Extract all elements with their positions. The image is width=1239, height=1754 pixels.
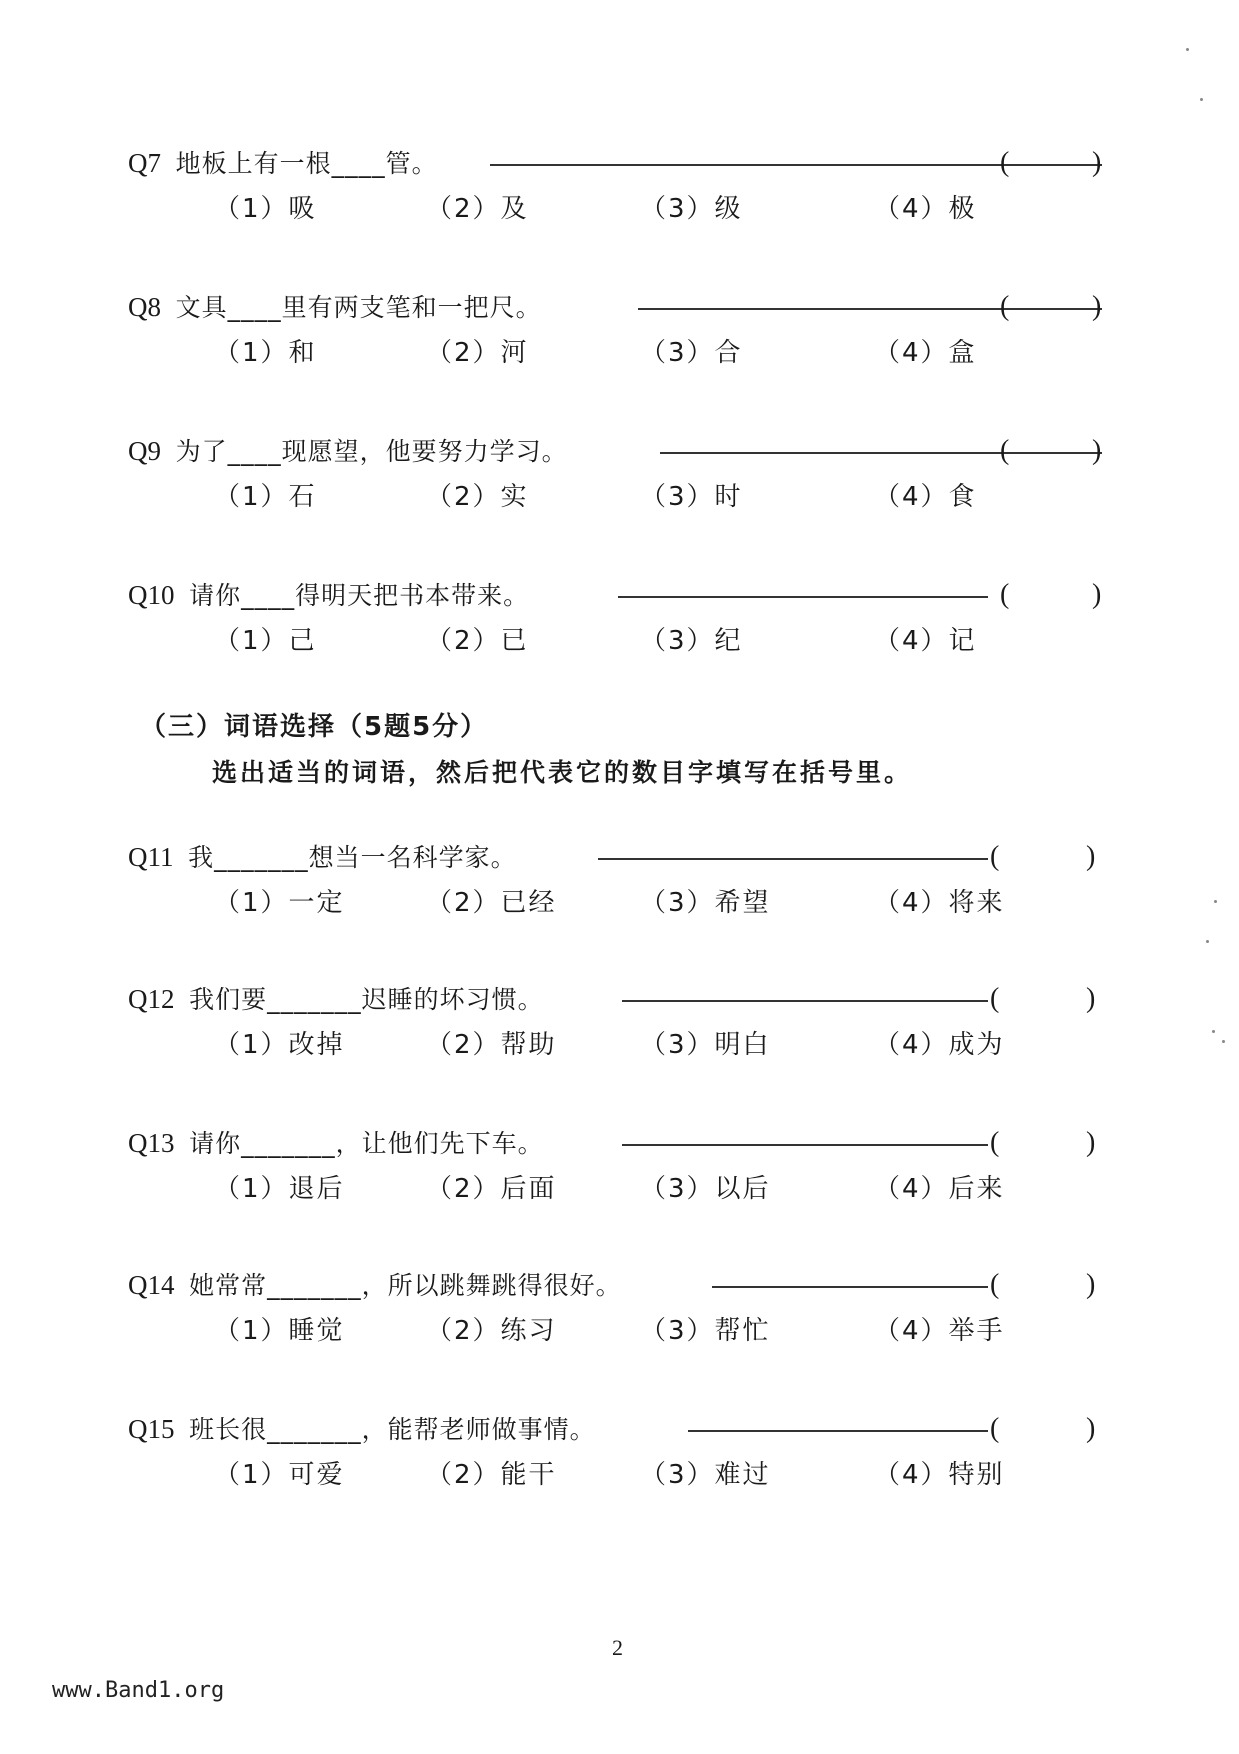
- option-2: （2）实: [426, 482, 529, 512]
- leader-line: [618, 596, 988, 598]
- leader-line: [688, 1430, 988, 1432]
- option-1: （1）己: [214, 626, 317, 656]
- option-2: （2）河: [426, 338, 529, 368]
- answer-options: [214, 1452, 1108, 1498]
- option-2: （2）帮助: [426, 1030, 557, 1060]
- leader-line: [638, 308, 1102, 310]
- scan-speck: [1186, 48, 1189, 51]
- question-q13: [128, 1120, 1108, 1212]
- leader-line: [490, 164, 1102, 166]
- answer-options: [214, 618, 1108, 664]
- question-q14: [128, 1262, 1108, 1354]
- answer-bracket-close: ): [1092, 291, 1102, 322]
- leader-line: [598, 858, 988, 860]
- option-4: （4）后来: [874, 1174, 1005, 1204]
- option-1: （1）改掉: [214, 1030, 345, 1060]
- answer-options: [214, 880, 1108, 926]
- option-4: （4）举手: [874, 1316, 1005, 1346]
- answer-bracket-close: ): [1092, 147, 1102, 178]
- answer-options: [214, 1166, 1108, 1212]
- option-3: （3）明白: [640, 1030, 771, 1060]
- scan-speck: [1200, 98, 1203, 101]
- answer-bracket-open: (: [990, 841, 1000, 872]
- option-4: （4）记: [874, 626, 977, 656]
- option-3: （3）以后: [640, 1174, 771, 1204]
- question-text: 我们要_______迟睡的坏习惯。: [189, 985, 544, 1014]
- option-2: （2）能干: [426, 1460, 557, 1490]
- question-stem: [128, 572, 1108, 618]
- question-text: 她常常_______，所以跳舞跳得很好。: [189, 1271, 622, 1300]
- option-1: （1）可爱: [214, 1460, 345, 1490]
- question-text: 我_______想当一名科学家。: [188, 843, 517, 872]
- option-1: （1）石: [214, 482, 317, 512]
- option-3: （3）时: [640, 482, 743, 512]
- answer-bracket-open: (: [990, 983, 1000, 1014]
- option-1: （1）一定: [214, 888, 345, 918]
- option-2: （2）练习: [426, 1316, 557, 1346]
- question-number: Q14: [128, 1270, 175, 1300]
- option-1: （1）退后: [214, 1174, 345, 1204]
- answer-bracket-open: (: [1000, 435, 1010, 466]
- question-q9: [128, 428, 1108, 520]
- question-number: Q12: [128, 984, 175, 1014]
- answer-bracket-close: ): [1086, 841, 1096, 872]
- answer-bracket-open: (: [990, 1269, 1000, 1300]
- section-heading: （三）词语选择（5题5分）: [140, 712, 489, 742]
- question-number: Q10: [128, 580, 175, 610]
- question-stem: [128, 1120, 1108, 1166]
- answer-bracket-close: ): [1092, 435, 1102, 466]
- leader-line: [622, 1000, 988, 1002]
- option-4: （4）食: [874, 482, 977, 512]
- answer-bracket-open: (: [1000, 579, 1010, 610]
- answer-bracket-close: ): [1086, 983, 1096, 1014]
- answer-options: [214, 186, 1108, 232]
- answer-options: [214, 330, 1108, 376]
- answer-options: [214, 1022, 1108, 1068]
- option-4: （4）成为: [874, 1030, 1005, 1060]
- option-3: （3）纪: [640, 626, 743, 656]
- option-4: （4）盒: [874, 338, 977, 368]
- option-3: （3）难过: [640, 1460, 771, 1490]
- footer-website: www.Band1.org: [52, 1678, 225, 1703]
- leader-line: [660, 452, 1102, 454]
- question-number: Q7: [128, 148, 161, 178]
- page-number: 2: [612, 1635, 623, 1660]
- option-3: （3）合: [640, 338, 743, 368]
- option-1: （1）睡觉: [214, 1316, 345, 1346]
- question-stem: [128, 428, 1108, 474]
- option-3: （3）级: [640, 194, 743, 224]
- question-text: 请你____得明天把书本带来。: [189, 581, 530, 610]
- answer-bracket-open: (: [990, 1413, 1000, 1444]
- option-4: （4）特别: [874, 1460, 1005, 1490]
- question-stem: [128, 284, 1108, 330]
- scan-speck: [1212, 1030, 1215, 1033]
- section-instruction: 选出适当的词语，然后把代表它的数目字填写在括号里。: [212, 758, 913, 787]
- question-stem: [128, 834, 1108, 880]
- answer-bracket-close: ): [1086, 1269, 1096, 1300]
- question-number: Q9: [128, 436, 161, 466]
- question-q15: [128, 1406, 1108, 1498]
- option-3: （3）希望: [640, 888, 771, 918]
- question-stem: [128, 140, 1108, 186]
- question-q12: [128, 976, 1108, 1068]
- question-number: Q8: [128, 292, 161, 322]
- option-2: （2）后面: [426, 1174, 557, 1204]
- option-3: （3）帮忙: [640, 1316, 771, 1346]
- question-stem: [128, 1406, 1108, 1452]
- leader-line: [712, 1286, 988, 1288]
- question-text: 为了____现愿望，他要努力学习。: [175, 437, 568, 466]
- answer-bracket-open: (: [990, 1127, 1000, 1158]
- question-stem: [128, 1262, 1108, 1308]
- option-4: （4）将来: [874, 888, 1005, 918]
- question-text: 班长很_______，能帮老师做事情。: [189, 1415, 596, 1444]
- question-number: Q11: [128, 842, 174, 872]
- leader-line: [622, 1144, 988, 1146]
- option-2: （2）已经: [426, 888, 557, 918]
- question-number: Q13: [128, 1128, 175, 1158]
- option-4: （4）极: [874, 194, 977, 224]
- scan-speck: [1206, 940, 1209, 943]
- answer-bracket-close: ): [1086, 1127, 1096, 1158]
- answer-options: [214, 1308, 1108, 1354]
- option-1: （1）和: [214, 338, 317, 368]
- answer-bracket-close: ): [1086, 1413, 1096, 1444]
- answer-bracket-open: (: [1000, 291, 1010, 322]
- answer-bracket-open: (: [1000, 147, 1010, 178]
- scan-speck: [1214, 900, 1217, 903]
- option-2: （2）已: [426, 626, 529, 656]
- question-text: 地板上有一根____管。: [175, 149, 438, 178]
- scan-speck: [1222, 1040, 1225, 1043]
- question-q10: [128, 572, 1108, 664]
- question-text: 文具____里有两支笔和一把尺。: [175, 293, 542, 322]
- question-q7: [128, 140, 1108, 232]
- question-q8: [128, 284, 1108, 376]
- answer-bracket-close: ): [1092, 579, 1102, 610]
- question-number: Q15: [128, 1414, 175, 1444]
- option-2: （2）及: [426, 194, 529, 224]
- option-1: （1）吸: [214, 194, 317, 224]
- question-stem: [128, 976, 1108, 1022]
- question-q11: [128, 834, 1108, 926]
- question-text: 请你_______，让他们先下车。: [189, 1129, 544, 1158]
- answer-options: [214, 474, 1108, 520]
